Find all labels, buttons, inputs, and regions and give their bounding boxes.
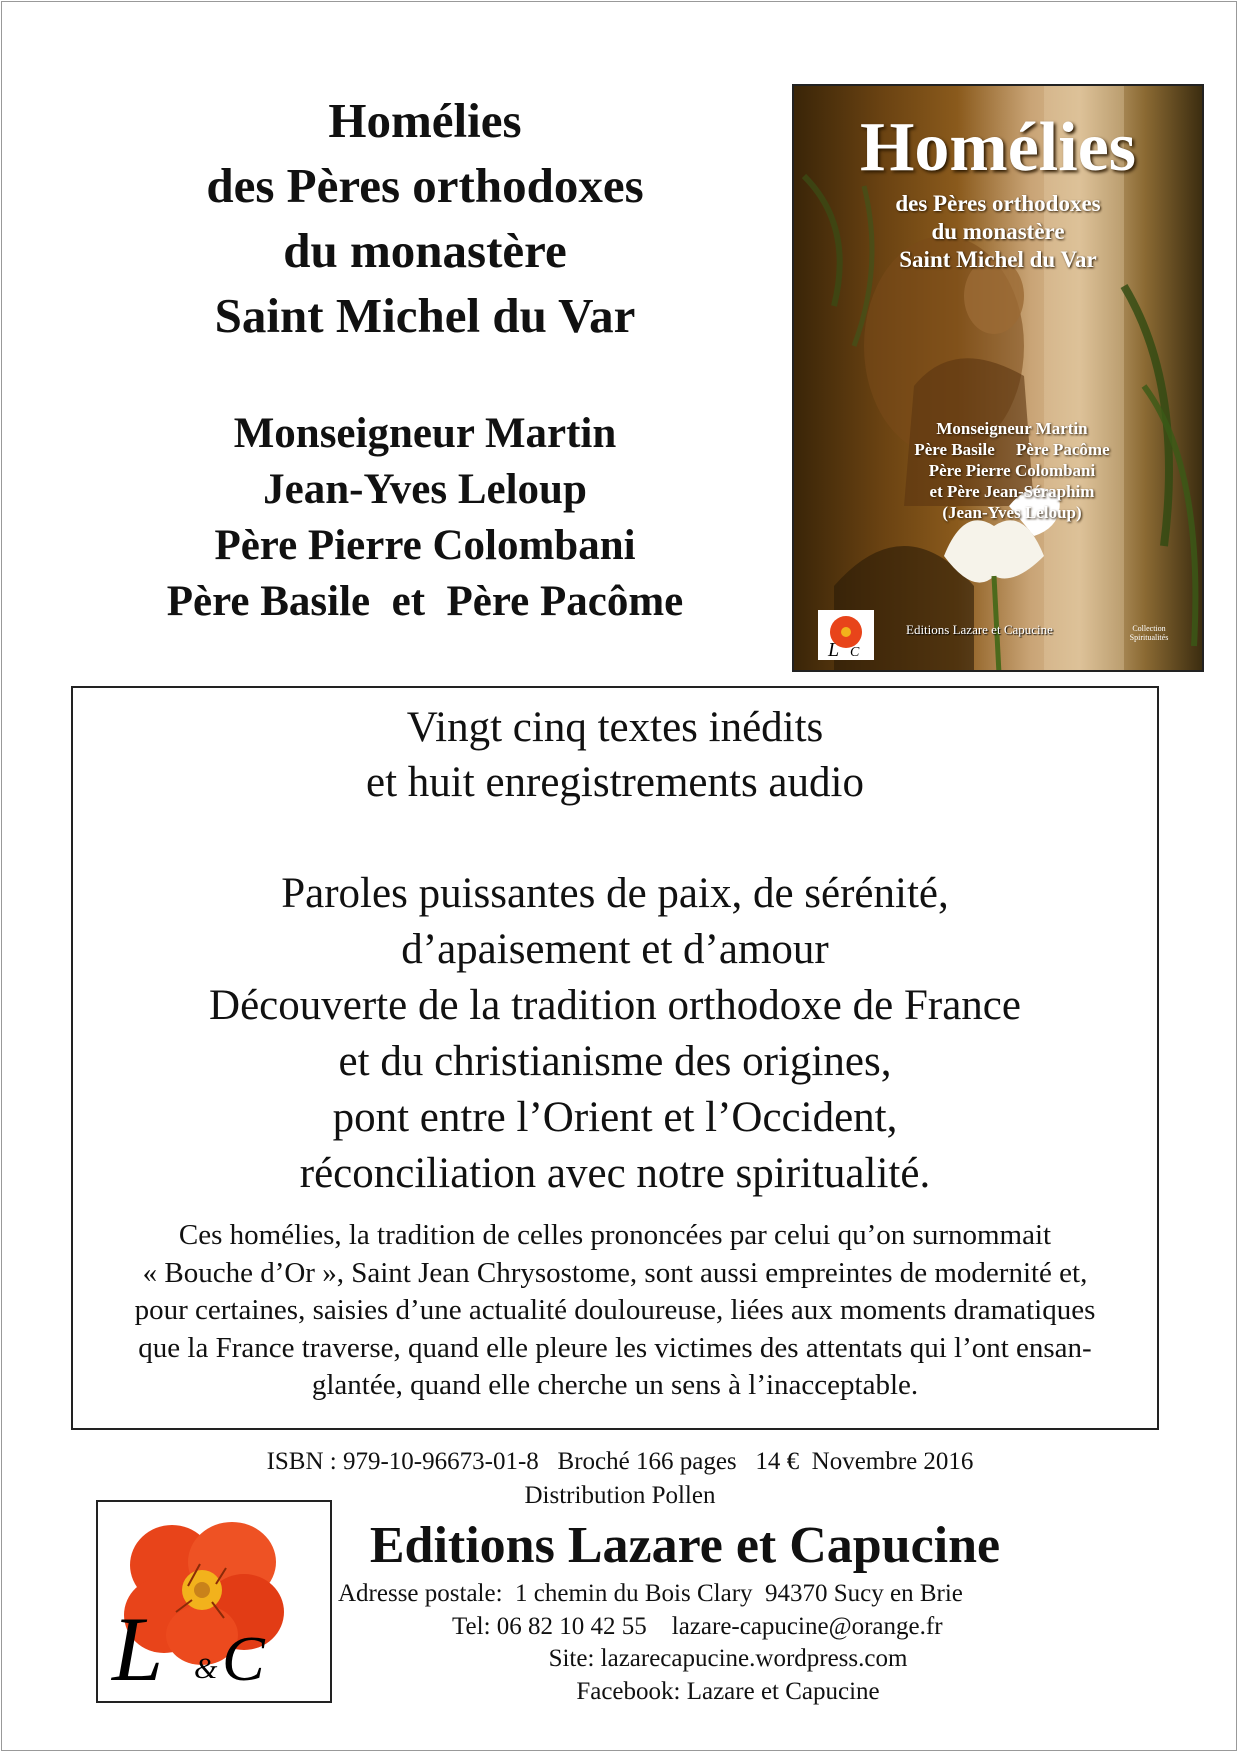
body-line: Paroles puissantes de paix, de sérénité, [281, 870, 949, 917]
cover-author-line: Monseigneur Martin [936, 419, 1088, 438]
lead-line: et huit enregistrements audio [366, 759, 864, 806]
page-title [110, 88, 740, 348]
title-line: Homélies [328, 93, 522, 148]
author-line: Jean-Yves Leloup [263, 466, 587, 513]
detail-line: pour certaines, saisies d’une actualité douloureuse, liées aux moments dramatiques [134, 1294, 1096, 1326]
lead-line: Vingt cinq textes inédits [406, 704, 824, 751]
cover-publisher: Editions Lazare et Capucine [906, 622, 1053, 637]
author-line: Père Pierre Colombani [214, 522, 636, 569]
cover-collection-line: Spiritualités [1129, 633, 1169, 642]
detail-line: glantée, quand elle cherche un sens à l’inacceptable. [311, 1369, 919, 1401]
cover-collection-line: Collection [1132, 624, 1166, 633]
cover-title: Homélies [859, 109, 1137, 186]
facebook-link[interactable]: Facebook: Lazare et Capucine [576, 1678, 880, 1705]
logo-letter-c: C [222, 1623, 265, 1694]
phone-email: Tel: 06 82 10 42 55 lazare-capucine@orange.fr [452, 1613, 943, 1640]
description-box [71, 686, 1159, 1430]
cover-author-line: (Jean-Yves Leloup) [942, 503, 1082, 522]
postal-address: Adresse postale: 1 chemin du Bois Clary 94370 Sucy en Brie [338, 1580, 963, 1607]
cover-collection [1124, 624, 1174, 642]
title-line: des Pères orthodoxes [206, 158, 644, 213]
description-lead [73, 700, 1157, 810]
title-line: du monastère [283, 223, 567, 278]
body-line: réconciliation avec notre spiritualité. [299, 1150, 931, 1197]
svg-text:L: L [828, 639, 840, 660]
detail-line: que la France traverse, quand elle pleure les victimes des attentats qui l’ont ensan- [138, 1331, 1092, 1364]
author-line: Père Basile et Père Pacôme [166, 578, 684, 625]
description-body [73, 866, 1157, 1202]
cover-subtitle-line: Saint Michel du Var [899, 247, 1097, 272]
isbn-info: ISBN : 979-10-96673-01-8 Broché 166 pages 14 € Novembre 2016 [266, 1448, 974, 1475]
author-list [110, 406, 740, 630]
book-cover-image [792, 84, 1204, 672]
cover-authors [834, 418, 1190, 523]
logo-ampersand: & [194, 1652, 218, 1685]
cover-subtitle-line: des Pères orthodoxes [895, 191, 1101, 216]
cover-author-line: et Père Jean-Séraphim [929, 482, 1095, 501]
publisher-name: Editions Lazare et Capucine [369, 1517, 1001, 1574]
logo-letter-l: L [112, 1598, 164, 1700]
title-line: Saint Michel du Var [214, 288, 636, 343]
cover-author-line: Père Basile Père Pacôme [914, 440, 1110, 459]
body-line: pont entre l’Orient et l’Occident, [332, 1094, 898, 1141]
body-line: Découverte de la tradition orthodoxe de France [209, 982, 1021, 1029]
detail-line: « Bouche d’Or », Saint Jean Chrysostome, sont aussi empreintes de modernité et, [142, 1256, 1088, 1289]
cover-logo [818, 610, 874, 660]
cover-author-line: Père Pierre Colombani [928, 461, 1096, 480]
author-line: Monseigneur Martin [233, 410, 617, 457]
distribution-info: Distribution Pollen [524, 1482, 716, 1509]
body-line: et du christianisme des origines, [338, 1038, 892, 1085]
website-link[interactable]: Site: lazarecapucine.wordpress.com [548, 1645, 908, 1672]
cover-subtitle-line: du monastère [931, 219, 1065, 244]
cover-subtitle [794, 190, 1202, 274]
body-line: d’apaisement et d’amour [401, 926, 829, 973]
svg-text:C: C [850, 645, 860, 660]
description-detail [83, 1217, 1147, 1405]
detail-line: Ces homélies, la tradition de celles prononcées par celui qu’on surnommait [178, 1219, 1052, 1251]
